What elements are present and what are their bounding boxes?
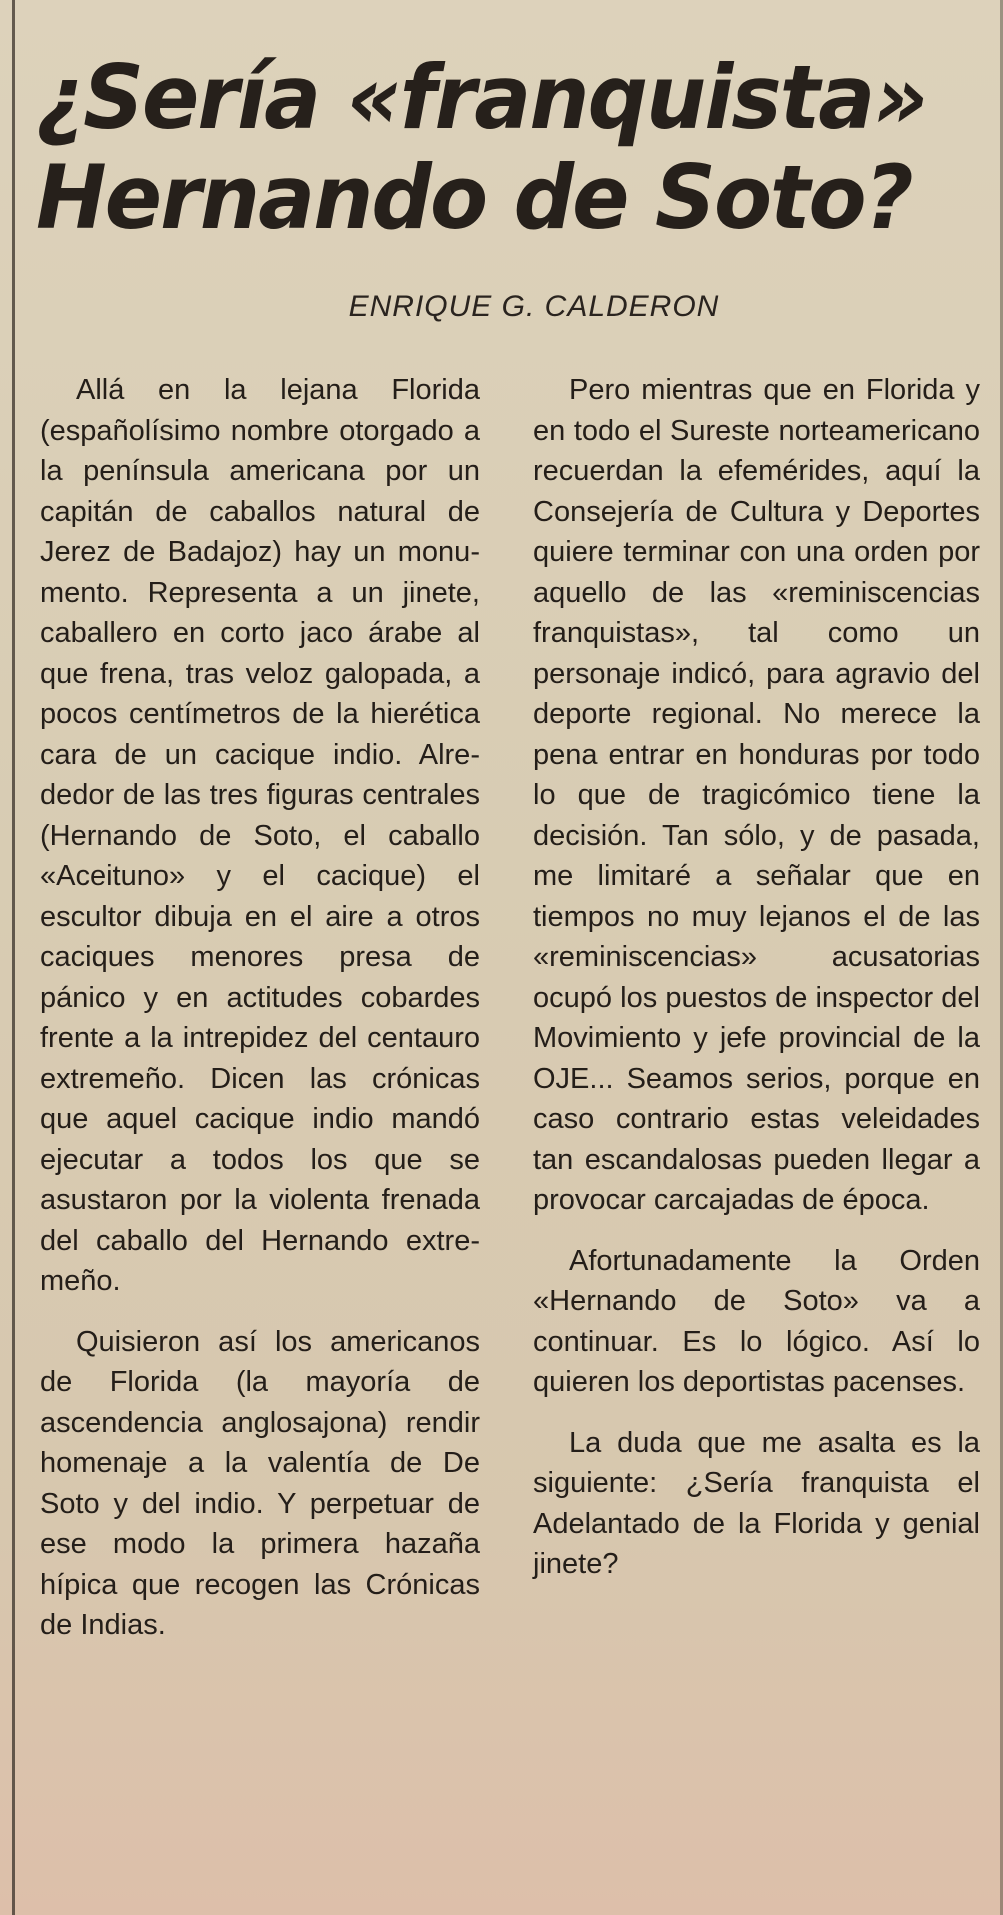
author-name: ENRIQUE G. CALDERON [348, 290, 720, 323]
headline-line-2: Hernando de Soto? [36, 146, 912, 249]
paragraph: Allá en la lejana Florida (españolísimo nombre otorgado a la península americana por un capitán de caballos natural de Jerez de Badajoz) hay un monumento. Representa a un jinete, caballero en corto jaco árabe al que frena, tras veloz galopada, a pocos centímetros de la hierética cara de un cacique indio. Alrededor de las tres figuras centrales (Hernando de Soto, el caballo «Aceituno» y el cacique) el escultor dibuja en el aire a otros caciques menores presa de pánico y en actitudes cobardes frente a la intrepidez del centauro extremeño. Dicen las crónicas que aquel cacique indio mandó ejecutar a todos los que se asustaron por la violenta frenada del caballo del Hernando extremeño. [40, 374, 480, 1297]
headline-line-1: ¿Sería «franquista» [36, 46, 927, 149]
paragraph: Afortunadamente la Orden «Hernando de Soto» va a continuar. Es lo lógico. Así lo quieren los deportistas pacenses. [533, 1244, 980, 1398]
column-rule-left [12, 0, 15, 1915]
article-column-right [533, 370, 980, 1605]
paragraph: Quisieron así los americanos de Florida (la mayoría de ascendencia anglosajona) rendir homenaje a la valentía de De Soto y del indio. Y perpetuar de ese modo la primera hazaña hípica que recogen las Crónicas de Indias. [40, 1325, 480, 1641]
paragraph: Pero mientras que en Florida y en todo el Sureste norteamericano recuerdan la efemérides, aquí la Consejería de Cultura y Deportes quiere terminar con una orden por aquello de las «reminiscencias franquistas», tal como un personaje indicó, para agravio del deporte regional. No merece la pena entrar en honduras por todo lo que de tragicómico tiene la decisión. Tan sólo, y de pasada, me limitaré a señalar que en tiempos no muy lejanos el de las «reminiscencias» acusatorias ocupó los puestos de inspector del Movimiento y jefe provincial de la OJE... Seamos serios, porque en caso contrario estas veleidades tan escandalosas pueden llegar a provocar carcajadas de época. [533, 374, 980, 1216]
article-column-left [40, 370, 480, 1666]
paragraph: La duda que me asalta es la siguiente: ¿Sería franquista el Adelantado de la Florida y genial jinete? [533, 1426, 980, 1580]
headline [36, 48, 948, 248]
byline [0, 290, 1003, 324]
